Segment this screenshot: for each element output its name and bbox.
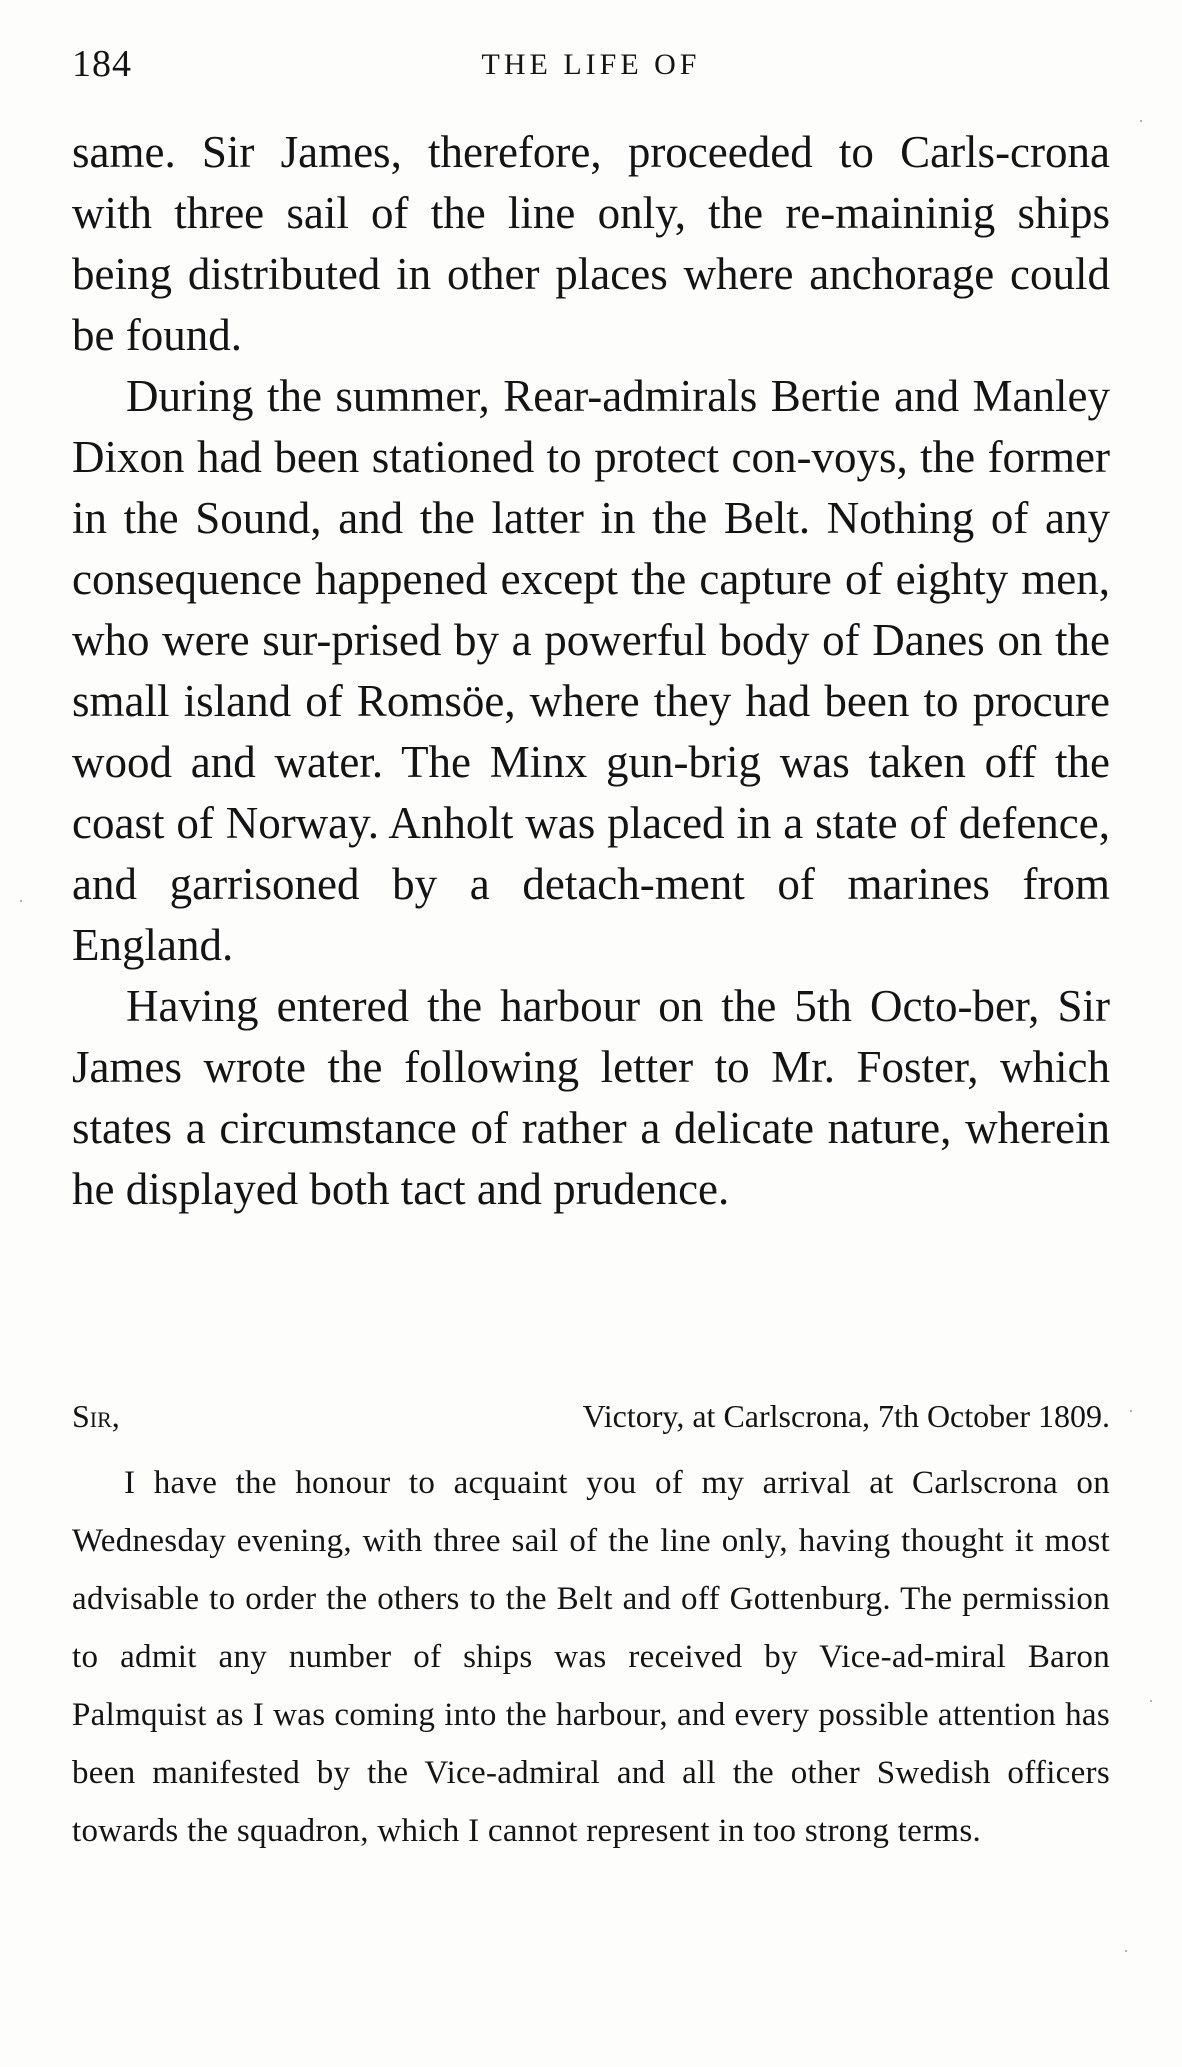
paper-speck [1125,1950,1127,1952]
letter-body: I have the honour to acquaint you of my arrival at Carlscrona on Wednesday evening, with three sail of the line only, having thought it most advisable to order the others to the Belt and off Gottenburg. The permission to admit any number of ships was received by Vice-ad-miral Baron Palmquist as I was coming into the harbour, and every possible attention has been manifested by the Vice-admiral and all the other Swedish officers towards the squadron, which I cannot represent in too strong terms. [72,1465,1110,1849]
running-head: THE LIFE OF [481,48,701,81]
page-header [72,42,1110,102]
main-text [72,122,1110,1220]
letter-salutation: Sir, [72,1398,120,1434]
letter-heading [72,1398,1110,1444]
paragraph-summer-convoys: During the summer, Rear-admirals Bertie and Manley Dixon had been stationed to protect con-voys, the former in the Sound, and the latter in the Belt. Nothing of any consequence happened except the capture of eighty men, who were sur-prised by a powerful body of Danes on the small island of Romsöe, where they had been to procure wood and water. The Minx gun-brig was taken off the coast of Norway. Anholt was placed in a state of defence, and garrisoned by a detach-ment of marines from England. [72,371,1110,970]
quoted-letter [72,1398,1110,1860]
paragraph-harbour-entry: Having entered the harbour on the 5th Octo-ber, Sir James wrote the following letter to Mr. Foster, which states a circumstance of rather a delicate nature, wherein he displayed both tact and prudence. [72,981,1110,1214]
page-number: 184 [72,43,132,85]
paper-speck [1130,1410,1132,1412]
paper-speck [1140,120,1142,122]
letter-dateline: Victory, at Carlscrona, 7th October 1809. [582,1398,1110,1434]
paragraph-continuation: same. Sir James, therefore, proceeded to Carls-crona with three sail of the line only, the re-maininig ships being distributed in other places where anchorage could be found. [72,127,1110,360]
paper-speck [1150,1700,1152,1702]
paper-speck [20,900,22,902]
